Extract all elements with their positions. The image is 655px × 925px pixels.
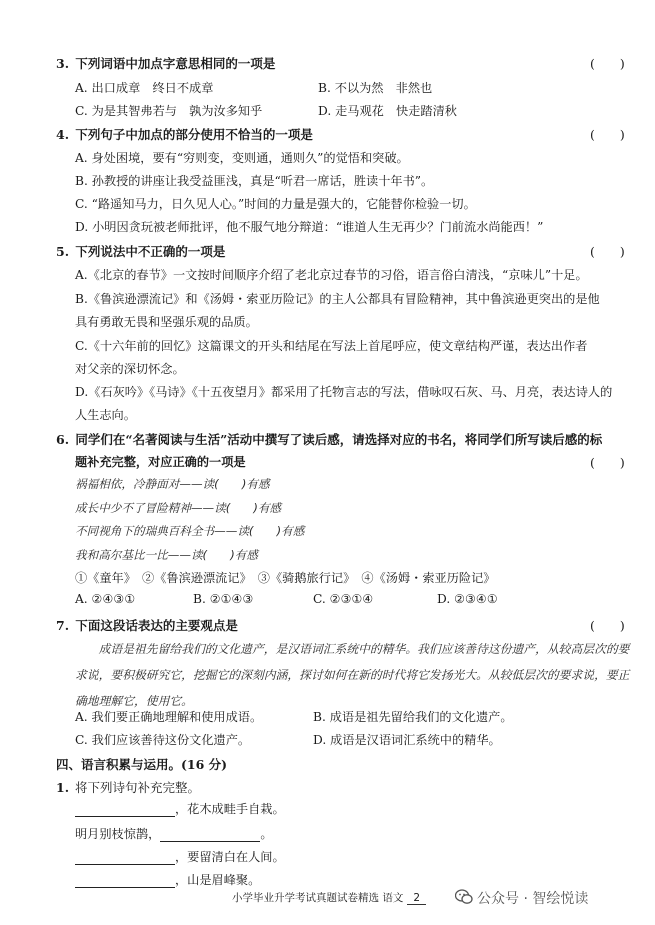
question-stem: 将下列诗句补充完整。	[75, 780, 201, 795]
wechat-icon	[455, 889, 473, 909]
answer-paren: ( )	[590, 127, 625, 142]
option-a: A.《北京的春节》一文按时间顺序介绍了老北京过春节的习俗，语言俗白清浅，“京味儿”十足。	[75, 268, 588, 282]
question-stem-line1: 同学们在“名著阅读与生活”活动中撰写了读后感，请选择对应的书名，将同学们所写读后感的标	[75, 432, 603, 447]
poem-line-3	[75, 848, 285, 865]
question-7	[56, 616, 238, 634]
reading-passage: 成语是祖先留给我们的文化遗产，是汉语词汇系统中的精华。我们应该善待这份遗产，从较高层次的要求说，要积极研究它，挖掘它的深刻内涵，探讨如何在新的时代将它发扬光大。从较低层次的要求说，要正确地理解它，使用它。	[75, 642, 630, 708]
question-stem: 下列说法中不正确的一项是	[75, 244, 226, 259]
option-a: A. 出口成章 终日不成章	[75, 81, 214, 95]
answer-paren: ( )	[590, 455, 625, 470]
question-number: 5.	[56, 244, 70, 259]
option-c: C. “路遥知马力，日久见人心。”时间的力量是强大的，它能替你检验一切。	[75, 197, 476, 211]
poem-line-4	[75, 871, 260, 888]
option-b: B. ②①④③	[193, 592, 254, 606]
essay-title-1: 祸福相依，冷静面对——读( )有感	[75, 477, 270, 491]
answer-paren: ( )	[590, 244, 625, 259]
question-number: 3.	[56, 56, 70, 71]
option-d: D. 成语是汉语词汇系统中的精华。	[313, 733, 501, 747]
option-d: D. 小明因贪玩被老师批评，他不服气地分辩道：“谁道人生无再少？门前流水尚能西！”	[75, 220, 544, 234]
question-stem-line2: 题补充完整，对应正确的一项是	[75, 455, 246, 469]
question-number: 7.	[56, 618, 70, 633]
option-a: A. 身处困境，要有“穷则变，变则通，通则久”的觉悟和突破。	[75, 151, 409, 165]
option-c-line2: 对父亲的深切怀念。	[75, 362, 185, 376]
watermark	[455, 888, 588, 909]
answer-blank[interactable]	[75, 873, 175, 888]
answer-blank[interactable]	[75, 850, 175, 865]
option-a: A. ②④③①	[75, 592, 136, 606]
section4-question-1	[56, 778, 200, 796]
essay-title-4: 我和高尔基比一比——读( )有感	[75, 548, 258, 562]
question-4	[56, 125, 313, 143]
poem-text: ，花木成畦手自栽。	[175, 802, 285, 816]
question-stem: 下列词语中加点字意思相同的一项是	[75, 56, 276, 71]
poem-line-2	[75, 825, 273, 842]
poem-text: ，山是眉峰聚。	[175, 873, 261, 887]
question-number: 4.	[56, 127, 70, 142]
page-footer	[232, 890, 426, 905]
question-number: 6.	[56, 432, 70, 447]
poem-text: 。	[260, 827, 273, 841]
poem-text: ，要留清白在人间。	[175, 850, 285, 864]
option-b-line2: 具有勇敢无畏和坚强乐观的品质。	[75, 315, 258, 329]
question-3	[56, 54, 275, 72]
option-d-line1: D.《石灰吟》《马诗》《十五夜望月》都采用了托物言志的写法，借咏叹石灰、马、月亮，表达诗人的	[75, 385, 613, 399]
option-d: D. 走马观花 快走踏清秋	[318, 104, 457, 118]
essay-title-2: 成长中少不了冒险精神——读( )有感	[75, 501, 282, 515]
footer-title: 小学毕业升学考试真题试卷精选 语文	[232, 892, 404, 904]
question-stem: 下列句子中加点的部分使用不恰当的一项是	[75, 127, 313, 142]
answer-paren: ( )	[590, 56, 625, 71]
option-c: C. 我们应该善待这份文化遗产。	[75, 733, 251, 747]
question-6	[56, 430, 602, 448]
option-c: C. 为是其智弗若与 孰为汝多知乎	[75, 104, 263, 118]
answer-paren: ( )	[590, 618, 625, 633]
question-5	[56, 242, 225, 260]
answer-blank[interactable]	[75, 802, 175, 817]
question-stem: 下面这段话表达的主要观点是	[75, 618, 238, 633]
option-b: B. 成语是祖先留给我们的文化遗产。	[313, 710, 513, 724]
poem-text: 明月别枝惊鹊，	[75, 827, 161, 841]
option-b: B. 孙教授的讲座让我受益匪浅，真是“听君一席话，胜读十年书”。	[75, 174, 434, 188]
book-list: ①《童年》 ②《鲁滨逊漂流记》 ③《骑鹅旅行记》 ④《汤姆・索亚历险记》	[75, 571, 496, 585]
option-a: A. 我们要正确地理解和使用成语。	[75, 710, 263, 724]
question-number: 1.	[56, 780, 70, 795]
answer-blank[interactable]	[160, 827, 260, 842]
option-c-line1: C.《十六年前的回忆》这篇课文的开头和结尾在写法上首尾呼应，使文章结构严谨，表达出作者	[75, 339, 588, 353]
option-d: D. ②③④①	[437, 592, 498, 606]
essay-title-3: 不同视角下的瑞典百科全书——读( )有感	[75, 524, 305, 538]
option-b: B. 不以为然 非然也	[318, 81, 433, 95]
option-d-line2: 人生志向。	[75, 408, 136, 422]
option-b-line1: B.《鲁滨逊漂流记》和《汤姆・索亚历险记》的主人公都具有冒险精神，其中鲁滨逊更突出的是他	[75, 292, 600, 306]
watermark-text: 公众号 · 智绘悦读	[477, 891, 589, 907]
option-c: C. ②③①④	[313, 592, 374, 606]
poem-line-1	[75, 800, 285, 817]
section-heading: 四、语言积累与运用。(16 分)	[56, 757, 228, 772]
page-number: 2	[407, 892, 426, 905]
